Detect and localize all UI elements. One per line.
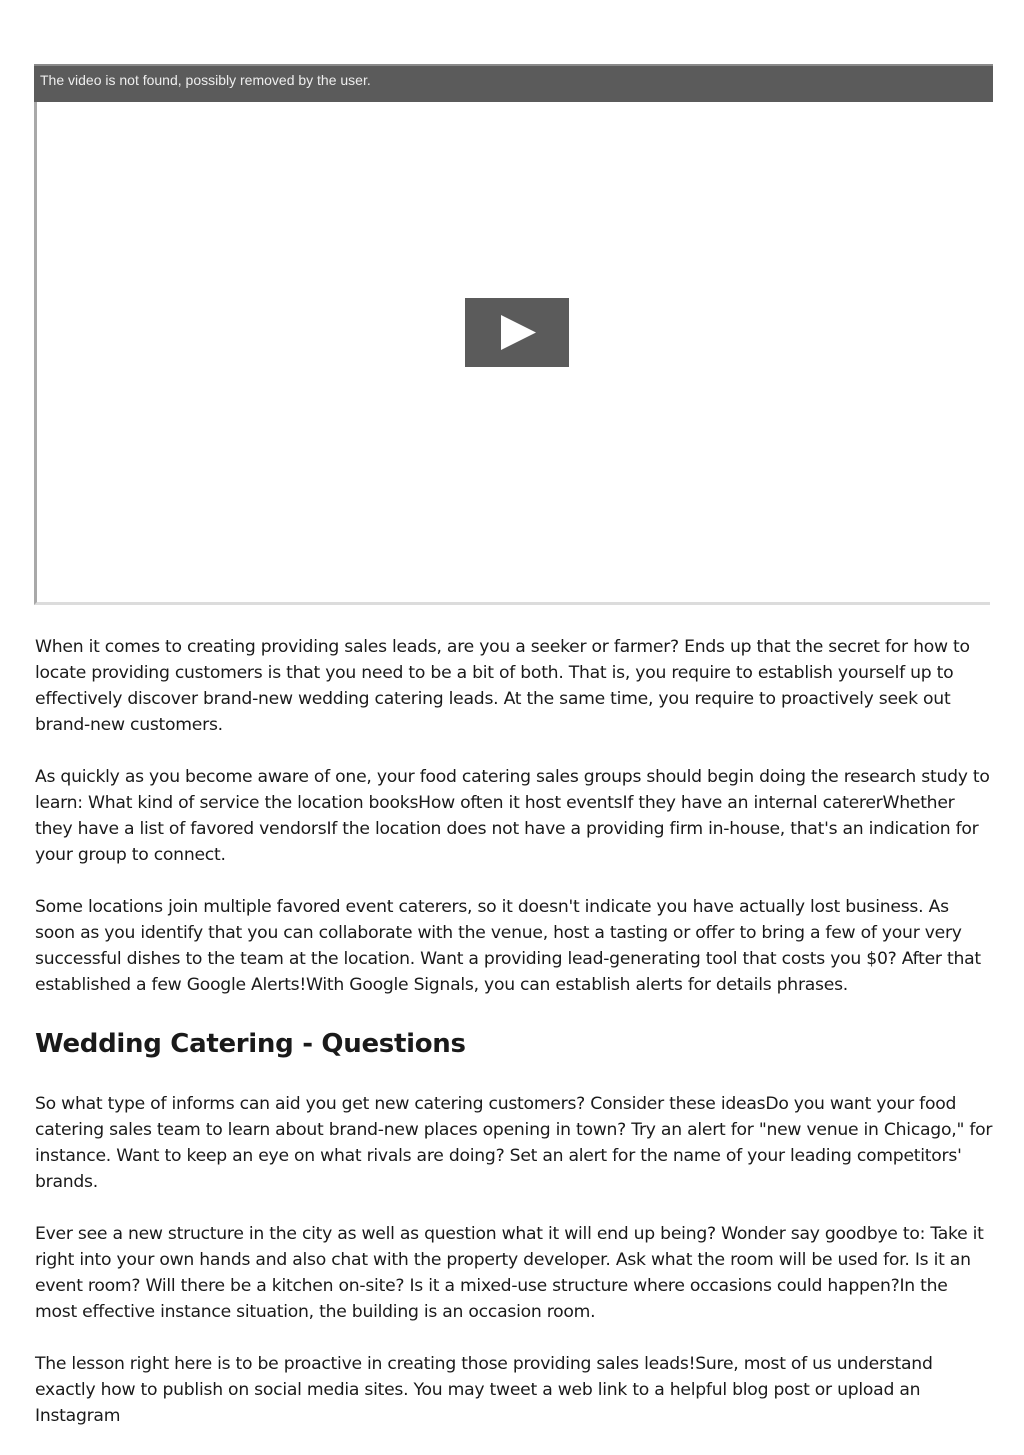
article-paragraph: When it comes to creating providing sales leads, are you a seeker or farmer? Ends up that the secret for how to locate providing customers is that you need to be a bit of both. That is, you require to establish yourself up to effectively discover brand-new wedding catering leads. At the same time, you require to proactively seek out brand-new customers. [35,637,970,735]
article-paragraph: As quickly as you become aware of one, your food catering sales groups should begin doing the research study to learn: What kind of service the location booksHow often it host eventsIf they have an internal catererWhether they have a list of favored vendorsIf the location does not have a providing firm in-house, that's an indication for your group to connect. [35,767,990,865]
article-paragraph: Some locations join multiple favored event caterers, so it doesn't indicate you have actually lost business. As soon as you identify that you can collaborate with the venue, host a tasting or offer to bring a few of your very successful dishes to the team at the location. Want a providing lead-generating tool that costs you $0? After that established a few Google Alerts!With Google Signals, you can establish alerts for details phrases. [35,897,981,995]
article-content [35,634,993,1455]
article-paragraph: So what type of informs can aid you get new catering customers? Consider these ideasDo you want your food catering sales team to learn about brand-new places opening in town? Try an alert for "new venue in Chicago," for instance. Want to keep an eye on what rivals are doing? Set an alert for the name of your leading competitors' brands. [35,1094,993,1192]
article-paragraph: The lesson right here is to be proactive in creating those providing sales leads!Sure, most of us understand exactly how to publish on social media sites. You may tweet a web link to a helpful blog post or upload an Instagram [35,1354,933,1426]
play-button[interactable] [465,298,569,367]
video-player[interactable] [34,64,990,605]
video-error-message: The video is not found, possibly removed by the user. [40,72,371,88]
play-icon [465,298,569,367]
video-error-bar [34,64,993,102]
section-heading: Wedding Catering - Questions [35,1029,466,1059]
article-paragraph: Ever see a new structure in the city as well as question what it will end up being? Wonder say goodbye to: Take it right into your own hands and also chat with the property developer. Ask what the room will be used for. Is it an event room? Will there be a kitchen on-site? Is it a mixed-use structure where occasions could happen?In the most effective instance situation, the building is an occasion room. [35,1224,984,1322]
